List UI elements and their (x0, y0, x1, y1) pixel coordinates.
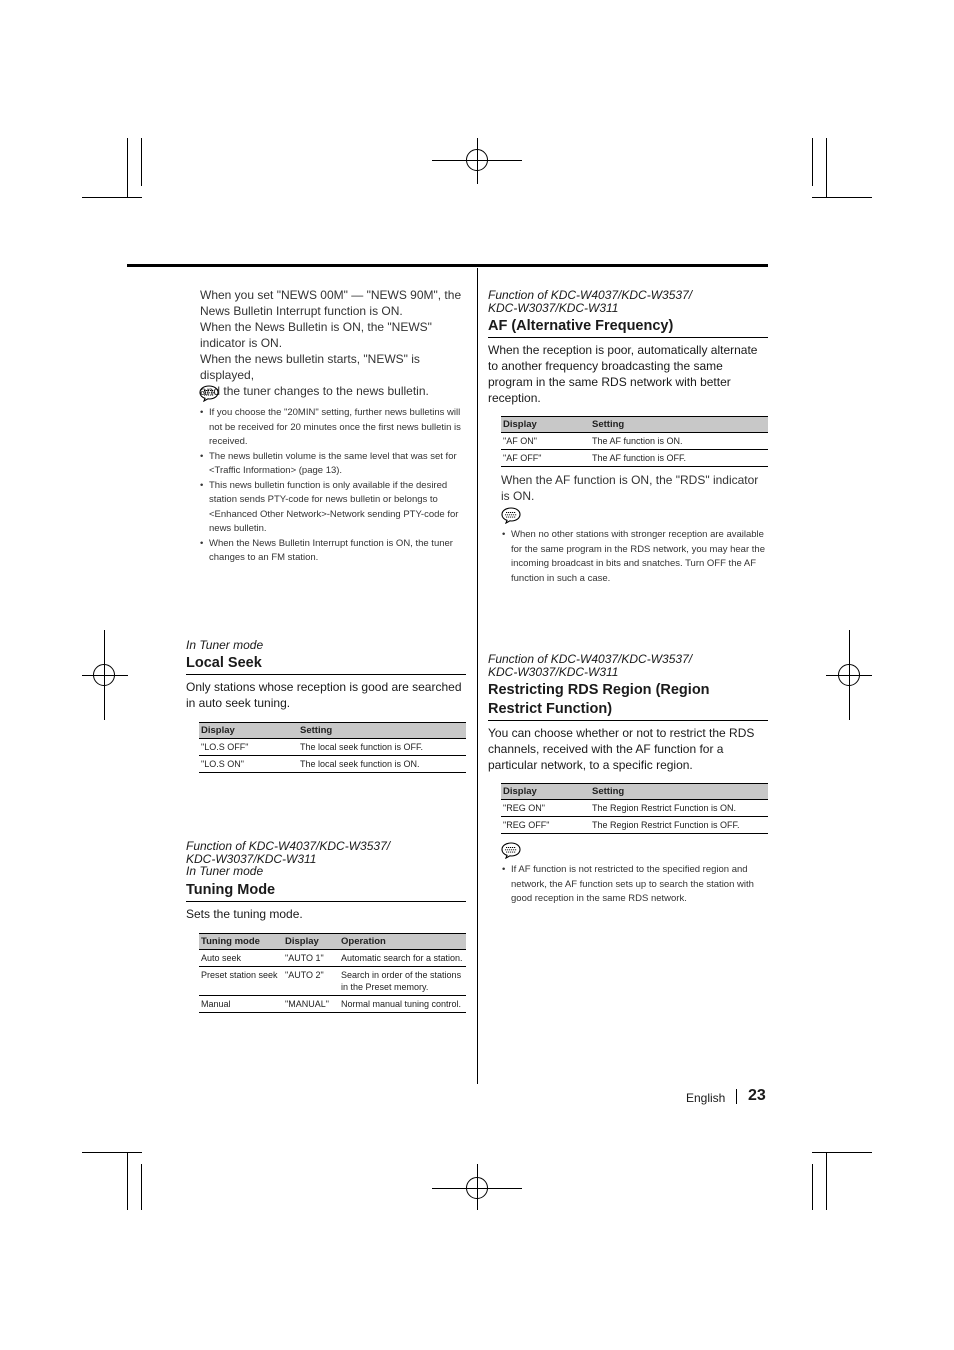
note-icon (501, 842, 521, 859)
news-intro-line: When the news bulletin starts, "NEWS" is displayed, (200, 352, 420, 382)
af-after-table: When the AF function is ON, the "RDS" indicator is ON. (501, 473, 759, 503)
note-item: • This news bulletin function is only available if the desired station sends PTY-code for news bulletin or belongs to <Enhanced Other Network>-Network sending PTY-code for news bulletin. (200, 479, 466, 537)
function-label-line: Function of KDC-W4037/KDC-W3537/ (186, 839, 391, 853)
news-intro-line: When the News Bulletin is ON, the "NEWS" (200, 320, 432, 334)
function-label-line: KDC-W3037/KDC-W311 (186, 851, 317, 866)
section-heading-local-seek: Local Seek (186, 654, 466, 675)
function-label (488, 653, 692, 678)
table-header: Operation (339, 934, 466, 950)
af-table (501, 416, 768, 467)
footer-divider (736, 1089, 737, 1104)
table-row (199, 967, 466, 996)
note-icon (501, 507, 521, 524)
table-header: Display (199, 723, 298, 739)
note-item: • The news bulletin volume is the same level that was set for <Traffic Information> (page 13). (200, 450, 466, 479)
table-row (501, 800, 768, 817)
table-row (501, 817, 768, 834)
table-cell: Auto seek (199, 950, 283, 967)
table-cell: "LO.S ON" (199, 756, 298, 773)
table-cell: Manual (199, 996, 283, 1013)
table-cell: The AF function is OFF. (590, 450, 768, 467)
local-seek-description: Only stations whose reception is good are searched in auto seek tuning. (186, 680, 462, 710)
table-cell: Preset station seek (199, 967, 283, 996)
news-intro-line: When you set "NEWS 00M" — "NEWS 90M", the (200, 288, 462, 302)
table-cell: The Region Restrict Function is OFF. (590, 817, 768, 834)
tuning-mode-table (199, 933, 466, 1013)
table-cell: Normal manual tuning control. (339, 996, 466, 1013)
footer-language: English (686, 1091, 726, 1105)
news-intro-line: News Bulletin Interrupt function is ON. (200, 304, 403, 318)
table-header: Setting (590, 417, 768, 433)
table-cell: Automatic search for a station. (339, 950, 466, 967)
function-label-line: Function of KDC-W4037/KDC-W3537/ (488, 288, 693, 302)
table-header: Tuning mode (199, 934, 283, 950)
tuning-mode-description: Sets the tuning mode. (186, 907, 303, 921)
column-divider (477, 268, 478, 1084)
mode-label: In Tuner mode (186, 864, 264, 878)
table-header: Setting (590, 784, 768, 800)
function-label (488, 289, 692, 314)
note-icon (199, 385, 219, 402)
table-header: Display (501, 784, 590, 800)
table-row (199, 996, 466, 1013)
table-cell: "AUTO 1" (283, 950, 339, 967)
note-item: • When the News Bulletin Interrupt function is ON, the tuner changes to an FM station. (200, 537, 466, 566)
table-cell: The AF function is ON. (590, 433, 768, 450)
function-label-line: KDC-W3037/KDC-W311 (488, 300, 619, 315)
af-description: When the reception is poor, automatically alternate to another frequency broadcasting the same program in the same RDS network with better reception. (488, 343, 758, 405)
region-description: You can choose whether or not to restrict the RDS channels, received with the AF function for a particular network, to a specific region. (488, 726, 755, 772)
table-cell: "REG OFF" (501, 817, 590, 834)
news-intro (200, 287, 470, 399)
note-item: • If you choose the "20MIN" setting, further news bulletins will not be received for 20 minutes once the first news bulletin is received. (200, 406, 466, 450)
note-item: • If AF function is not restricted to the specified region and network, the AF function sets up to search the station with good reception in the same RDS network. (502, 863, 770, 907)
table-cell: The Region Restrict Function is ON. (590, 800, 768, 817)
region-table (501, 783, 768, 834)
af-notes (502, 528, 768, 586)
table-row (199, 739, 466, 756)
heading-line: Restrict Function) (488, 701, 613, 717)
table-header: Display (283, 934, 339, 950)
table-header: Display (501, 417, 590, 433)
table-cell: "AUTO 2" (283, 967, 339, 996)
section-heading-tuning-mode: Tuning Mode (186, 881, 466, 902)
table-cell: "AF ON" (501, 433, 590, 450)
note-item: • When no other stations with stronger reception are available for the same program in the RDS network, you may hear the incoming broadcast in bits and snatches. Turn OFF the AF function in such a case. (502, 528, 768, 586)
news-intro-line: indicator is ON. (200, 336, 283, 350)
table-cell: Search in order of the stations in the Preset memory. (339, 967, 466, 996)
function-label-line: Function of KDC-W4037/KDC-W3537/ (488, 652, 693, 666)
table-cell: The local seek function is OFF. (298, 739, 466, 756)
table-cell: "MANUAL" (283, 996, 339, 1013)
mode-label: In Tuner mode (186, 638, 264, 652)
section-heading-af: AF (Alternative Frequency) (488, 317, 768, 338)
function-label (186, 840, 390, 878)
table-cell: "LO.S OFF" (199, 739, 298, 756)
table-row (199, 756, 466, 773)
news-intro-line: and the tuner changes to the news bulletin. (200, 384, 429, 398)
table-row (501, 433, 768, 450)
page-number: 23 (748, 1087, 766, 1104)
table-cell: "REG ON" (501, 800, 590, 817)
table-row (501, 450, 768, 467)
region-notes (502, 863, 770, 907)
table-cell: "AF OFF" (501, 450, 590, 467)
table-cell: The local seek function is ON. (298, 756, 466, 773)
function-label-line: KDC-W3037/KDC-W311 (488, 664, 619, 679)
table-row (199, 950, 466, 967)
table-header: Setting (298, 723, 466, 739)
news-notes (200, 406, 466, 566)
heading-line: Restricting RDS Region (Region (488, 682, 710, 698)
section-heading-region (488, 681, 768, 721)
header-rule (127, 264, 768, 267)
local-seek-table (199, 722, 466, 773)
